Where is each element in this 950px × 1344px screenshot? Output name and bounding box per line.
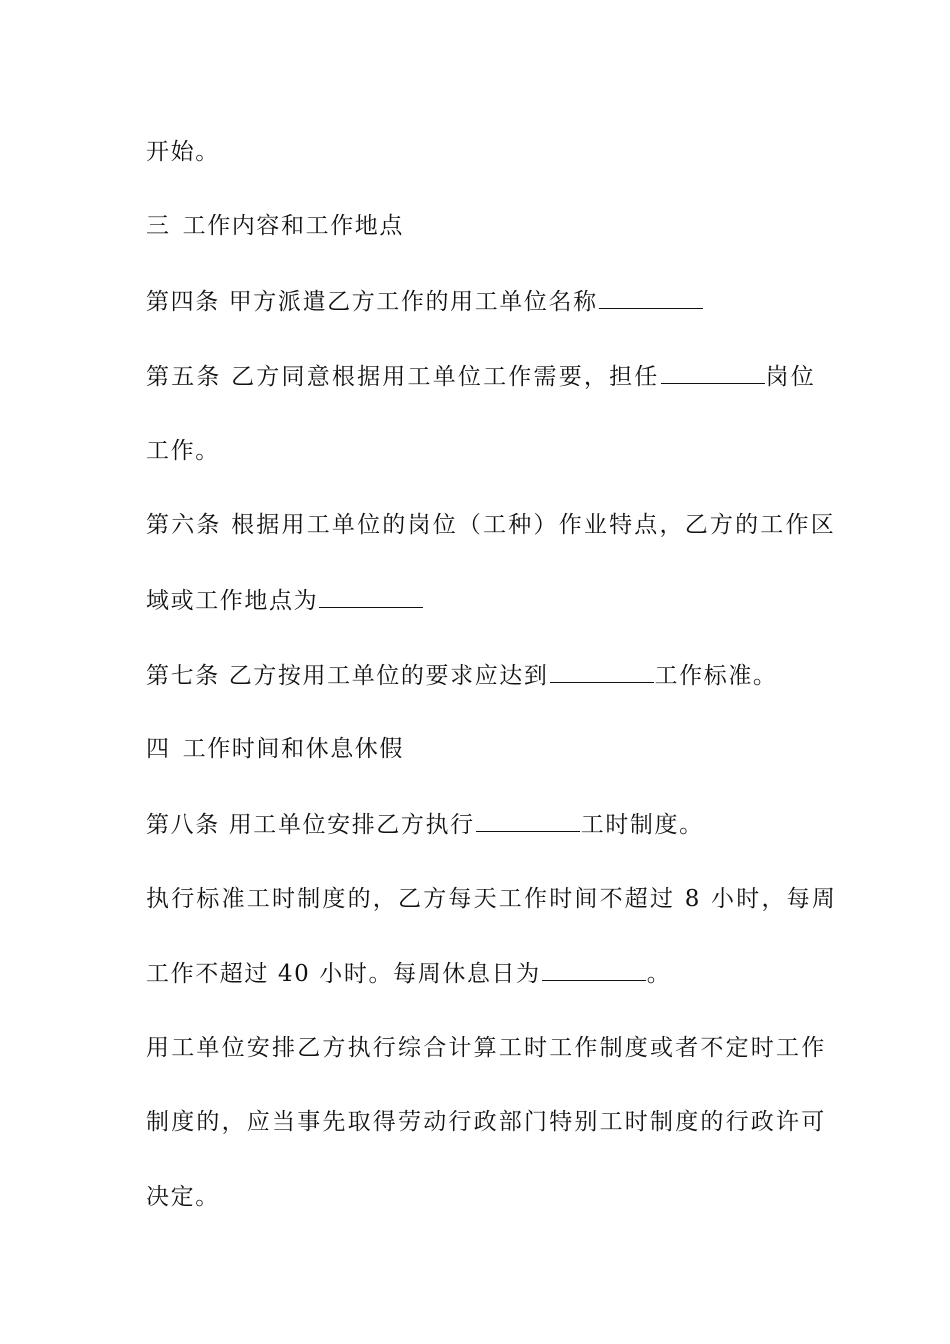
line-text: 第四条 甲方派遣乙方工作的用工单位名称	[146, 289, 598, 315]
text-line	[146, 884, 838, 914]
text-line	[146, 585, 816, 616]
line-text: 制度的，应当事先取得劳动行政部门特别工时制度的行政许可	[146, 1109, 827, 1135]
line-text: 用工单位安排乙方执行综合计算工时工作制度或者不定时工作	[146, 1035, 827, 1061]
fill-in-blank[interactable]	[319, 585, 423, 608]
line-text: 域或工作地点为	[146, 588, 319, 614]
line-text: 执行标准工时制度的，乙方每天工作时间不超过 8 小时，每周	[146, 886, 838, 912]
text-line	[146, 436, 816, 466]
line-text: 工作不超过 40 小时。每周休息日为	[146, 961, 541, 987]
fill-in-blank[interactable]	[550, 660, 654, 683]
text-line	[146, 958, 816, 989]
line-text-after: 。	[646, 961, 672, 987]
fill-in-blank[interactable]	[542, 958, 646, 981]
text-line	[146, 137, 816, 167]
line-text: 第八条 用工单位安排乙方执行	[146, 812, 475, 838]
section-heading	[146, 211, 816, 241]
fill-in-blank[interactable]	[661, 361, 765, 384]
text-line	[146, 1182, 816, 1212]
section-heading	[146, 734, 816, 764]
article-4	[146, 286, 816, 317]
text-line	[146, 1033, 827, 1063]
section-number: 三	[146, 213, 171, 239]
line-text: 第七条 乙方按用工单位的要求应达到	[146, 663, 549, 689]
line-text: 开始。	[146, 139, 220, 165]
article-6	[146, 510, 836, 540]
line-text-after: 岗位	[765, 364, 816, 390]
section-title: 工作时间和休息休假	[182, 736, 405, 762]
line-text: 第六条 根据用工单位的岗位（工种）作业特点，乙方的工作区	[146, 512, 836, 538]
line-text-after: 工时制度。	[580, 812, 704, 838]
line-text-after: 工作标准。	[654, 663, 778, 689]
line-text: 第五条 乙方同意根据用工单位工作需要，担任	[146, 364, 660, 390]
article-7	[146, 660, 816, 691]
fill-in-blank[interactable]	[476, 809, 580, 832]
article-8	[146, 809, 816, 840]
line-text: 决定。	[146, 1184, 220, 1210]
section-number: 四	[146, 736, 171, 762]
section-title: 工作内容和工作地点	[182, 213, 405, 239]
article-5	[146, 361, 816, 392]
line-text: 工作。	[146, 438, 220, 464]
text-line	[146, 1107, 827, 1137]
fill-in-blank[interactable]	[599, 286, 703, 309]
